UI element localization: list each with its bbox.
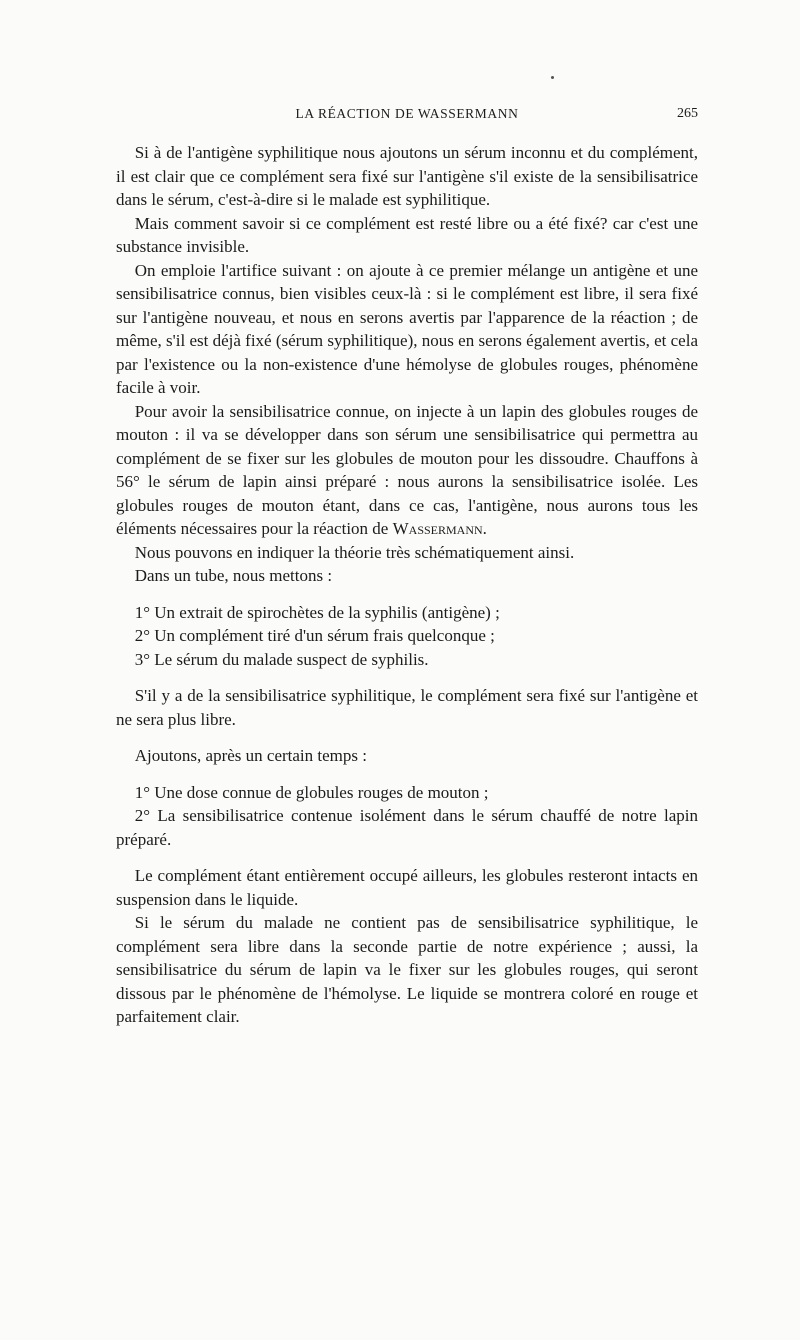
paragraph: Mais comment savoir si ce complément est resté libre ou a été fixé? car c'est une substance invisible. xyxy=(116,213,698,256)
paragraph: On emploie l'artifice suivant : on ajoute à ce premier mélange un antigène et une sensibilisatrice connus, bien visibles ceux-là : si le complément est libre, il sera fixé sur l'antigène nouveau, et nous en serons avertis par l'apparence de la réaction ; de même, s'il est déjà fixé (sérum syphilitique), nous en serons également avertis, et cela par l'existence ou la non-existence d'une hémolyse de globules rouges, phénomène facile à voir. xyxy=(116,260,698,397)
paragraph xyxy=(116,400,698,541)
body-text xyxy=(116,141,698,1029)
paragraph-end: . xyxy=(482,519,487,538)
paragraph: Si le sérum du malade ne contient pas de sensibilisatrice syphilitique, le complément sera libre dans la seconde partie de notre expérience ; aussi, la sensibilisatrice du sérum de lapin va le fixer sur les globules rouges, qui seront dissous par le phénomène de l'hémolyse. Le liquide se montrera coloré en rouge et parfaitement clair. xyxy=(116,913,698,1026)
page-number: 265 xyxy=(677,106,698,121)
list-item: 3° Le sérum du malade suspect de syphilis. xyxy=(134,649,429,669)
added-items-list xyxy=(116,781,698,852)
list-item: 2° La sensibilisatrice contenue isolément dans le sérum chauffé de notre lapin préparé. xyxy=(116,806,698,849)
list-item: 1° Un extrait de spirochètes de la syphilis (antigène) ; xyxy=(134,602,500,622)
author-name: Wassermann xyxy=(392,519,483,538)
paragraph: Le complément étant entièrement occupé ailleurs, les globules resteront intacts en suspension dans le liquide. xyxy=(116,866,698,909)
ink-speck xyxy=(551,76,554,79)
paragraph: S'il y a de la sensibilisatrice syphilitique, le complément sera fixé sur l'antigène et ne sera plus libre. xyxy=(116,686,698,729)
running-title: LA RÉACTION DE WASSERMANN xyxy=(295,106,519,121)
paragraph: Nous pouvons en indiquer la théorie très schématiquement ainsi. xyxy=(134,542,575,562)
paragraph: Dans un tube, nous mettons : xyxy=(134,566,333,585)
paragraph-text: Pour avoir la sensibilisatrice connue, on injecte à un lapin des globules rouges de mouton : il va se développer dans son sérum une sensibilisatrice qui permettra au complément de se fixer sur les globules de mouton pour les dissoudre. Chauffons à 56° le sérum de lapin ainsi préparé : nous aurons la sensibilisatrice isolée. Les globules rouges de mouton étant, dans ce cas, l'antigène, nous aurons tous les éléments nécessaires pour la réaction de xyxy=(116,401,698,538)
paragraph: Ajoutons, après un certain temps : xyxy=(134,746,367,765)
running-head xyxy=(116,106,698,128)
paragraph: Si à de l'antigène syphilitique nous ajoutons un sérum inconnu et du complément, il est clair que ce complément sera fixé sur l'antigène s'il existe de la sensibilisatrice dans le sérum, c'est-à-dire si le malade est syphilitique. xyxy=(116,143,698,209)
tube-contents-list xyxy=(116,601,698,672)
list-item: 1° Une dose connue de globules rouges de mouton ; xyxy=(134,782,489,802)
list-item: 2° Un complément tiré d'un sérum frais quelconque ; xyxy=(134,626,495,645)
